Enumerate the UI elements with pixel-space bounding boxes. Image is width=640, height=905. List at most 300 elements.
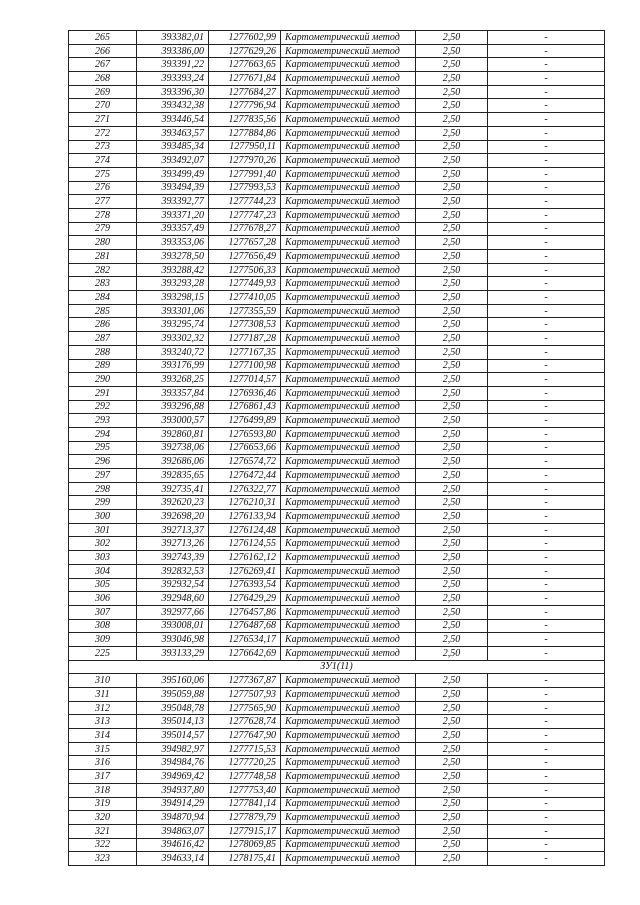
note-cell: -: [488, 181, 605, 195]
table-row: [69, 195, 605, 209]
accuracy-cell: 2,50: [416, 633, 488, 647]
x-coordinate-cell: 394870,94: [137, 811, 209, 825]
method-cell: Картометрический метод: [281, 277, 416, 291]
y-coordinate-cell: 1276593,80: [209, 427, 281, 441]
y-coordinate-cell: 1276472,44: [209, 469, 281, 483]
point-number-cell: 294: [69, 427, 137, 441]
method-cell: Картометрический метод: [281, 208, 416, 222]
y-coordinate-cell: 1277753,40: [209, 783, 281, 797]
accuracy-cell: 2,50: [416, 455, 488, 469]
note-cell: -: [488, 85, 605, 99]
table-row: [69, 386, 605, 400]
table-row: [69, 140, 605, 154]
x-coordinate-cell: 393296,88: [137, 400, 209, 414]
point-number-cell: 305: [69, 578, 137, 592]
y-coordinate-cell: 1277993,53: [209, 181, 281, 195]
method-cell: Картометрический метод: [281, 359, 416, 373]
point-number-cell: 319: [69, 797, 137, 811]
point-number-cell: 284: [69, 291, 137, 305]
table-row: [69, 441, 605, 455]
accuracy-cell: 2,50: [416, 318, 488, 332]
table-row: [69, 318, 605, 332]
y-coordinate-cell: 1276861,43: [209, 400, 281, 414]
point-number-cell: 302: [69, 537, 137, 551]
method-cell: Картометрический метод: [281, 332, 416, 346]
note-cell: -: [488, 427, 605, 441]
y-coordinate-cell: 1277748,58: [209, 770, 281, 784]
accuracy-cell: 2,50: [416, 44, 488, 58]
note-cell: -: [488, 154, 605, 168]
table-row: [69, 715, 605, 729]
method-cell: Картометрический метод: [281, 510, 416, 524]
accuracy-cell: 2,50: [416, 756, 488, 770]
accuracy-cell: 2,50: [416, 469, 488, 483]
y-coordinate-cell: 1277970,26: [209, 154, 281, 168]
x-coordinate-cell: 393393,24: [137, 72, 209, 86]
x-coordinate-cell: 394914,29: [137, 797, 209, 811]
x-coordinate-cell: 393240,72: [137, 345, 209, 359]
table-row: [69, 263, 605, 277]
point-number-cell: 307: [69, 605, 137, 619]
note-cell: -: [488, 770, 605, 784]
point-number-cell: 275: [69, 167, 137, 181]
y-coordinate-cell: 1277663,65: [209, 58, 281, 72]
y-coordinate-cell: 1277308,53: [209, 318, 281, 332]
accuracy-cell: 2,50: [416, 742, 488, 756]
note-cell: -: [488, 455, 605, 469]
note-cell: -: [488, 318, 605, 332]
point-number-cell: 313: [69, 715, 137, 729]
x-coordinate-cell: 392698,20: [137, 510, 209, 524]
x-coordinate-cell: 393382,01: [137, 31, 209, 45]
point-number-cell: 323: [69, 852, 137, 866]
x-coordinate-cell: 393133,29: [137, 646, 209, 660]
accuracy-cell: 2,50: [416, 99, 488, 113]
table-row: [69, 455, 605, 469]
method-cell: Картометрический метод: [281, 646, 416, 660]
note-cell: -: [488, 345, 605, 359]
table-row: [69, 222, 605, 236]
x-coordinate-cell: 393396,30: [137, 85, 209, 99]
note-cell: -: [488, 742, 605, 756]
x-coordinate-cell: 393046,98: [137, 633, 209, 647]
note-cell: -: [488, 304, 605, 318]
point-number-cell: 285: [69, 304, 137, 318]
table-row: [69, 564, 605, 578]
table-row: [69, 633, 605, 647]
note-cell: -: [488, 441, 605, 455]
note-cell: -: [488, 482, 605, 496]
method-cell: Картометрический метод: [281, 619, 416, 633]
point-number-cell: 320: [69, 811, 137, 825]
x-coordinate-cell: 393446,54: [137, 113, 209, 127]
x-coordinate-cell: 393499,49: [137, 167, 209, 181]
note-cell: -: [488, 44, 605, 58]
y-coordinate-cell: 1277628,74: [209, 715, 281, 729]
x-coordinate-cell: 393000,57: [137, 414, 209, 428]
method-cell: Картометрический метод: [281, 427, 416, 441]
x-coordinate-cell: 393386,00: [137, 44, 209, 58]
point-number-cell: 298: [69, 482, 137, 496]
table-row: [69, 400, 605, 414]
method-cell: Картометрический метод: [281, 441, 416, 455]
x-coordinate-cell: 394616,42: [137, 838, 209, 852]
point-number-cell: 283: [69, 277, 137, 291]
point-number-cell: 271: [69, 113, 137, 127]
y-coordinate-cell: 1277355,59: [209, 304, 281, 318]
y-coordinate-cell: 1277657,28: [209, 236, 281, 250]
note-cell: -: [488, 414, 605, 428]
y-coordinate-cell: 1276574,72: [209, 455, 281, 469]
table-row: [69, 674, 605, 688]
y-coordinate-cell: 1277167,35: [209, 345, 281, 359]
note-cell: -: [488, 578, 605, 592]
table-row: [69, 824, 605, 838]
method-cell: Картометрический метод: [281, 181, 416, 195]
method-cell: Картометрический метод: [281, 852, 416, 866]
point-number-cell: 317: [69, 770, 137, 784]
x-coordinate-cell: 393176,99: [137, 359, 209, 373]
accuracy-cell: 2,50: [416, 181, 488, 195]
note-cell: -: [488, 646, 605, 660]
y-coordinate-cell: 1277884,86: [209, 126, 281, 140]
method-cell: Картометрический метод: [281, 482, 416, 496]
x-coordinate-cell: 392835,65: [137, 469, 209, 483]
table-row: [69, 838, 605, 852]
x-coordinate-cell: 393391,22: [137, 58, 209, 72]
accuracy-cell: 2,50: [416, 31, 488, 45]
x-coordinate-cell: 392977,66: [137, 605, 209, 619]
accuracy-cell: 2,50: [416, 441, 488, 455]
table-row: [69, 208, 605, 222]
method-cell: Картометрический метод: [281, 455, 416, 469]
table-row: [69, 359, 605, 373]
accuracy-cell: 2,50: [416, 208, 488, 222]
point-number-cell: 304: [69, 564, 137, 578]
method-cell: Картометрический метод: [281, 537, 416, 551]
note-cell: -: [488, 592, 605, 606]
note-cell: -: [488, 824, 605, 838]
table-row: [69, 277, 605, 291]
point-number-cell: 290: [69, 373, 137, 387]
x-coordinate-cell: 392948,60: [137, 592, 209, 606]
y-coordinate-cell: 1277629,26: [209, 44, 281, 58]
table-row: [69, 770, 605, 784]
note-cell: -: [488, 373, 605, 387]
accuracy-cell: 2,50: [416, 373, 488, 387]
x-coordinate-cell: 393278,50: [137, 250, 209, 264]
point-number-cell: 266: [69, 44, 137, 58]
method-cell: Картометрический метод: [281, 195, 416, 209]
method-cell: Картометрический метод: [281, 291, 416, 305]
point-number-cell: 311: [69, 688, 137, 702]
point-number-cell: 225: [69, 646, 137, 660]
note-cell: -: [488, 523, 605, 537]
point-number-cell: 297: [69, 469, 137, 483]
accuracy-cell: 2,50: [416, 400, 488, 414]
note-cell: -: [488, 126, 605, 140]
note-cell: -: [488, 291, 605, 305]
table-body: [69, 31, 605, 866]
point-number-cell: 265: [69, 31, 137, 45]
table-row: [69, 373, 605, 387]
accuracy-cell: 2,50: [416, 126, 488, 140]
note-cell: -: [488, 469, 605, 483]
method-cell: Картометрический метод: [281, 756, 416, 770]
method-cell: Картометрический метод: [281, 715, 416, 729]
x-coordinate-cell: 395160,06: [137, 674, 209, 688]
table-row: [69, 729, 605, 743]
table-row: [69, 167, 605, 181]
note-cell: -: [488, 852, 605, 866]
x-coordinate-cell: 393357,84: [137, 386, 209, 400]
accuracy-cell: 2,50: [416, 688, 488, 702]
x-coordinate-cell: 393463,57: [137, 126, 209, 140]
accuracy-cell: 2,50: [416, 85, 488, 99]
y-coordinate-cell: 1276653,66: [209, 441, 281, 455]
note-cell: -: [488, 605, 605, 619]
accuracy-cell: 2,50: [416, 414, 488, 428]
point-number-cell: 267: [69, 58, 137, 72]
x-coordinate-cell: 392743,39: [137, 551, 209, 565]
x-coordinate-cell: 395014,13: [137, 715, 209, 729]
x-coordinate-cell: 394863,07: [137, 824, 209, 838]
y-coordinate-cell: 1276534,17: [209, 633, 281, 647]
table-row: [69, 99, 605, 113]
y-coordinate-cell: 1277678,27: [209, 222, 281, 236]
accuracy-cell: 2,50: [416, 250, 488, 264]
y-coordinate-cell: 1277841,14: [209, 797, 281, 811]
note-cell: -: [488, 510, 605, 524]
x-coordinate-cell: 392832,53: [137, 564, 209, 578]
table-row: [69, 783, 605, 797]
method-cell: Картометрический метод: [281, 345, 416, 359]
x-coordinate-cell: 392620,23: [137, 496, 209, 510]
method-cell: Картометрический метод: [281, 469, 416, 483]
note-cell: -: [488, 113, 605, 127]
method-cell: Картометрический метод: [281, 113, 416, 127]
x-coordinate-cell: 394984,76: [137, 756, 209, 770]
point-number-cell: 303: [69, 551, 137, 565]
method-cell: Картометрический метод: [281, 126, 416, 140]
x-coordinate-cell: 395014,57: [137, 729, 209, 743]
note-cell: -: [488, 208, 605, 222]
y-coordinate-cell: 1277991,40: [209, 167, 281, 181]
x-coordinate-cell: 393392,77: [137, 195, 209, 209]
table-row: [69, 592, 605, 606]
note-cell: -: [488, 167, 605, 181]
y-coordinate-cell: 1276133,94: [209, 510, 281, 524]
y-coordinate-cell: 1276322,77: [209, 482, 281, 496]
note-cell: -: [488, 400, 605, 414]
point-number-cell: 277: [69, 195, 137, 209]
point-number-cell: 272: [69, 126, 137, 140]
point-number-cell: 282: [69, 263, 137, 277]
point-number-cell: 300: [69, 510, 137, 524]
accuracy-cell: 2,50: [416, 154, 488, 168]
accuracy-cell: 2,50: [416, 605, 488, 619]
accuracy-cell: 2,50: [416, 729, 488, 743]
accuracy-cell: 2,50: [416, 824, 488, 838]
table-row: [69, 72, 605, 86]
x-coordinate-cell: 393008,01: [137, 619, 209, 633]
table-row: [69, 427, 605, 441]
method-cell: Картометрический метод: [281, 783, 416, 797]
point-number-cell: 299: [69, 496, 137, 510]
method-cell: Картометрический метод: [281, 811, 416, 825]
x-coordinate-cell: 393293,28: [137, 277, 209, 291]
note-cell: -: [488, 715, 605, 729]
accuracy-cell: 2,50: [416, 592, 488, 606]
accuracy-cell: 2,50: [416, 674, 488, 688]
note-cell: -: [488, 359, 605, 373]
table-row: [69, 85, 605, 99]
note-cell: -: [488, 58, 605, 72]
point-number-cell: 273: [69, 140, 137, 154]
note-cell: -: [488, 619, 605, 633]
table-row: [69, 154, 605, 168]
method-cell: Картометрический метод: [281, 523, 416, 537]
y-coordinate-cell: 1276210,31: [209, 496, 281, 510]
x-coordinate-cell: 393494,39: [137, 181, 209, 195]
table-row: [69, 510, 605, 524]
x-coordinate-cell: 394982,97: [137, 742, 209, 756]
point-number-cell: 293: [69, 414, 137, 428]
y-coordinate-cell: 1277656,49: [209, 250, 281, 264]
y-coordinate-cell: 1276642,69: [209, 646, 281, 660]
note-cell: -: [488, 633, 605, 647]
note-cell: -: [488, 537, 605, 551]
note-cell: -: [488, 688, 605, 702]
x-coordinate-cell: 392860,81: [137, 427, 209, 441]
accuracy-cell: 2,50: [416, 770, 488, 784]
method-cell: Картометрический метод: [281, 688, 416, 702]
point-number-cell: 306: [69, 592, 137, 606]
y-coordinate-cell: 1277715,53: [209, 742, 281, 756]
method-cell: Картометрический метод: [281, 414, 416, 428]
accuracy-cell: 2,50: [416, 496, 488, 510]
point-number-cell: 310: [69, 674, 137, 688]
y-coordinate-cell: 1277100,98: [209, 359, 281, 373]
table-row: [69, 332, 605, 346]
note-cell: -: [488, 222, 605, 236]
method-cell: Картометрический метод: [281, 318, 416, 332]
y-coordinate-cell: 1277744,23: [209, 195, 281, 209]
x-coordinate-cell: 392738,06: [137, 441, 209, 455]
y-coordinate-cell: 1276936,46: [209, 386, 281, 400]
accuracy-cell: 2,50: [416, 291, 488, 305]
point-number-cell: 281: [69, 250, 137, 264]
accuracy-cell: 2,50: [416, 838, 488, 852]
point-number-cell: 321: [69, 824, 137, 838]
y-coordinate-cell: 1276429,29: [209, 592, 281, 606]
point-number-cell: 269: [69, 85, 137, 99]
note-cell: -: [488, 250, 605, 264]
y-coordinate-cell: 1278175,41: [209, 852, 281, 866]
y-coordinate-cell: 1277671,84: [209, 72, 281, 86]
note-cell: -: [488, 496, 605, 510]
method-cell: Картометрический метод: [281, 578, 416, 592]
y-coordinate-cell: 1276499,89: [209, 414, 281, 428]
note-cell: -: [488, 729, 605, 743]
accuracy-cell: 2,50: [416, 345, 488, 359]
accuracy-cell: 2,50: [416, 811, 488, 825]
table-row: [69, 181, 605, 195]
point-number-cell: 280: [69, 236, 137, 250]
x-coordinate-cell: 393288,42: [137, 263, 209, 277]
y-coordinate-cell: 1276124,48: [209, 523, 281, 537]
point-number-cell: 274: [69, 154, 137, 168]
note-cell: -: [488, 332, 605, 346]
table-row: [69, 756, 605, 770]
table-row: [69, 605, 605, 619]
y-coordinate-cell: 1276162,12: [209, 551, 281, 565]
point-number-cell: 288: [69, 345, 137, 359]
note-cell: -: [488, 551, 605, 565]
table-row: [69, 31, 605, 45]
method-cell: Картометрический метод: [281, 551, 416, 565]
table-row: [69, 113, 605, 127]
point-number-cell: 291: [69, 386, 137, 400]
accuracy-cell: 2,50: [416, 523, 488, 537]
y-coordinate-cell: 1277449,93: [209, 277, 281, 291]
table-row: [69, 811, 605, 825]
method-cell: Картометрический метод: [281, 85, 416, 99]
coordinates-table: [68, 30, 605, 866]
table-row: [69, 250, 605, 264]
point-number-cell: 279: [69, 222, 137, 236]
x-coordinate-cell: 393295,74: [137, 318, 209, 332]
method-cell: Картометрический метод: [281, 236, 416, 250]
accuracy-cell: 2,50: [416, 263, 488, 277]
method-cell: Картометрический метод: [281, 797, 416, 811]
table-row: [69, 701, 605, 715]
point-number-cell: 278: [69, 208, 137, 222]
x-coordinate-cell: 394633,14: [137, 852, 209, 866]
method-cell: Картометрический метод: [281, 386, 416, 400]
method-cell: Картометрический метод: [281, 72, 416, 86]
accuracy-cell: 2,50: [416, 113, 488, 127]
accuracy-cell: 2,50: [416, 167, 488, 181]
accuracy-cell: 2,50: [416, 852, 488, 866]
y-coordinate-cell: 1277684,27: [209, 85, 281, 99]
table-row: [69, 619, 605, 633]
x-coordinate-cell: 393268,25: [137, 373, 209, 387]
x-coordinate-cell: 392735,41: [137, 482, 209, 496]
y-coordinate-cell: 1277720,25: [209, 756, 281, 770]
point-number-cell: 270: [69, 99, 137, 113]
y-coordinate-cell: 1277915,17: [209, 824, 281, 838]
method-cell: Картометрический метод: [281, 701, 416, 715]
method-cell: Картометрический метод: [281, 44, 416, 58]
x-coordinate-cell: 393492,07: [137, 154, 209, 168]
table-row: [69, 797, 605, 811]
table-row: [69, 345, 605, 359]
method-cell: Картометрический метод: [281, 674, 416, 688]
y-coordinate-cell: 1277014,57: [209, 373, 281, 387]
y-coordinate-cell: 1276124,55: [209, 537, 281, 551]
accuracy-cell: 2,50: [416, 222, 488, 236]
y-coordinate-cell: 1277647,90: [209, 729, 281, 743]
y-coordinate-cell: 1276487,68: [209, 619, 281, 633]
note-cell: -: [488, 195, 605, 209]
note-cell: -: [488, 783, 605, 797]
accuracy-cell: 2,50: [416, 510, 488, 524]
method-cell: Картометрический метод: [281, 633, 416, 647]
note-cell: -: [488, 99, 605, 113]
accuracy-cell: 2,50: [416, 359, 488, 373]
note-cell: -: [488, 263, 605, 277]
